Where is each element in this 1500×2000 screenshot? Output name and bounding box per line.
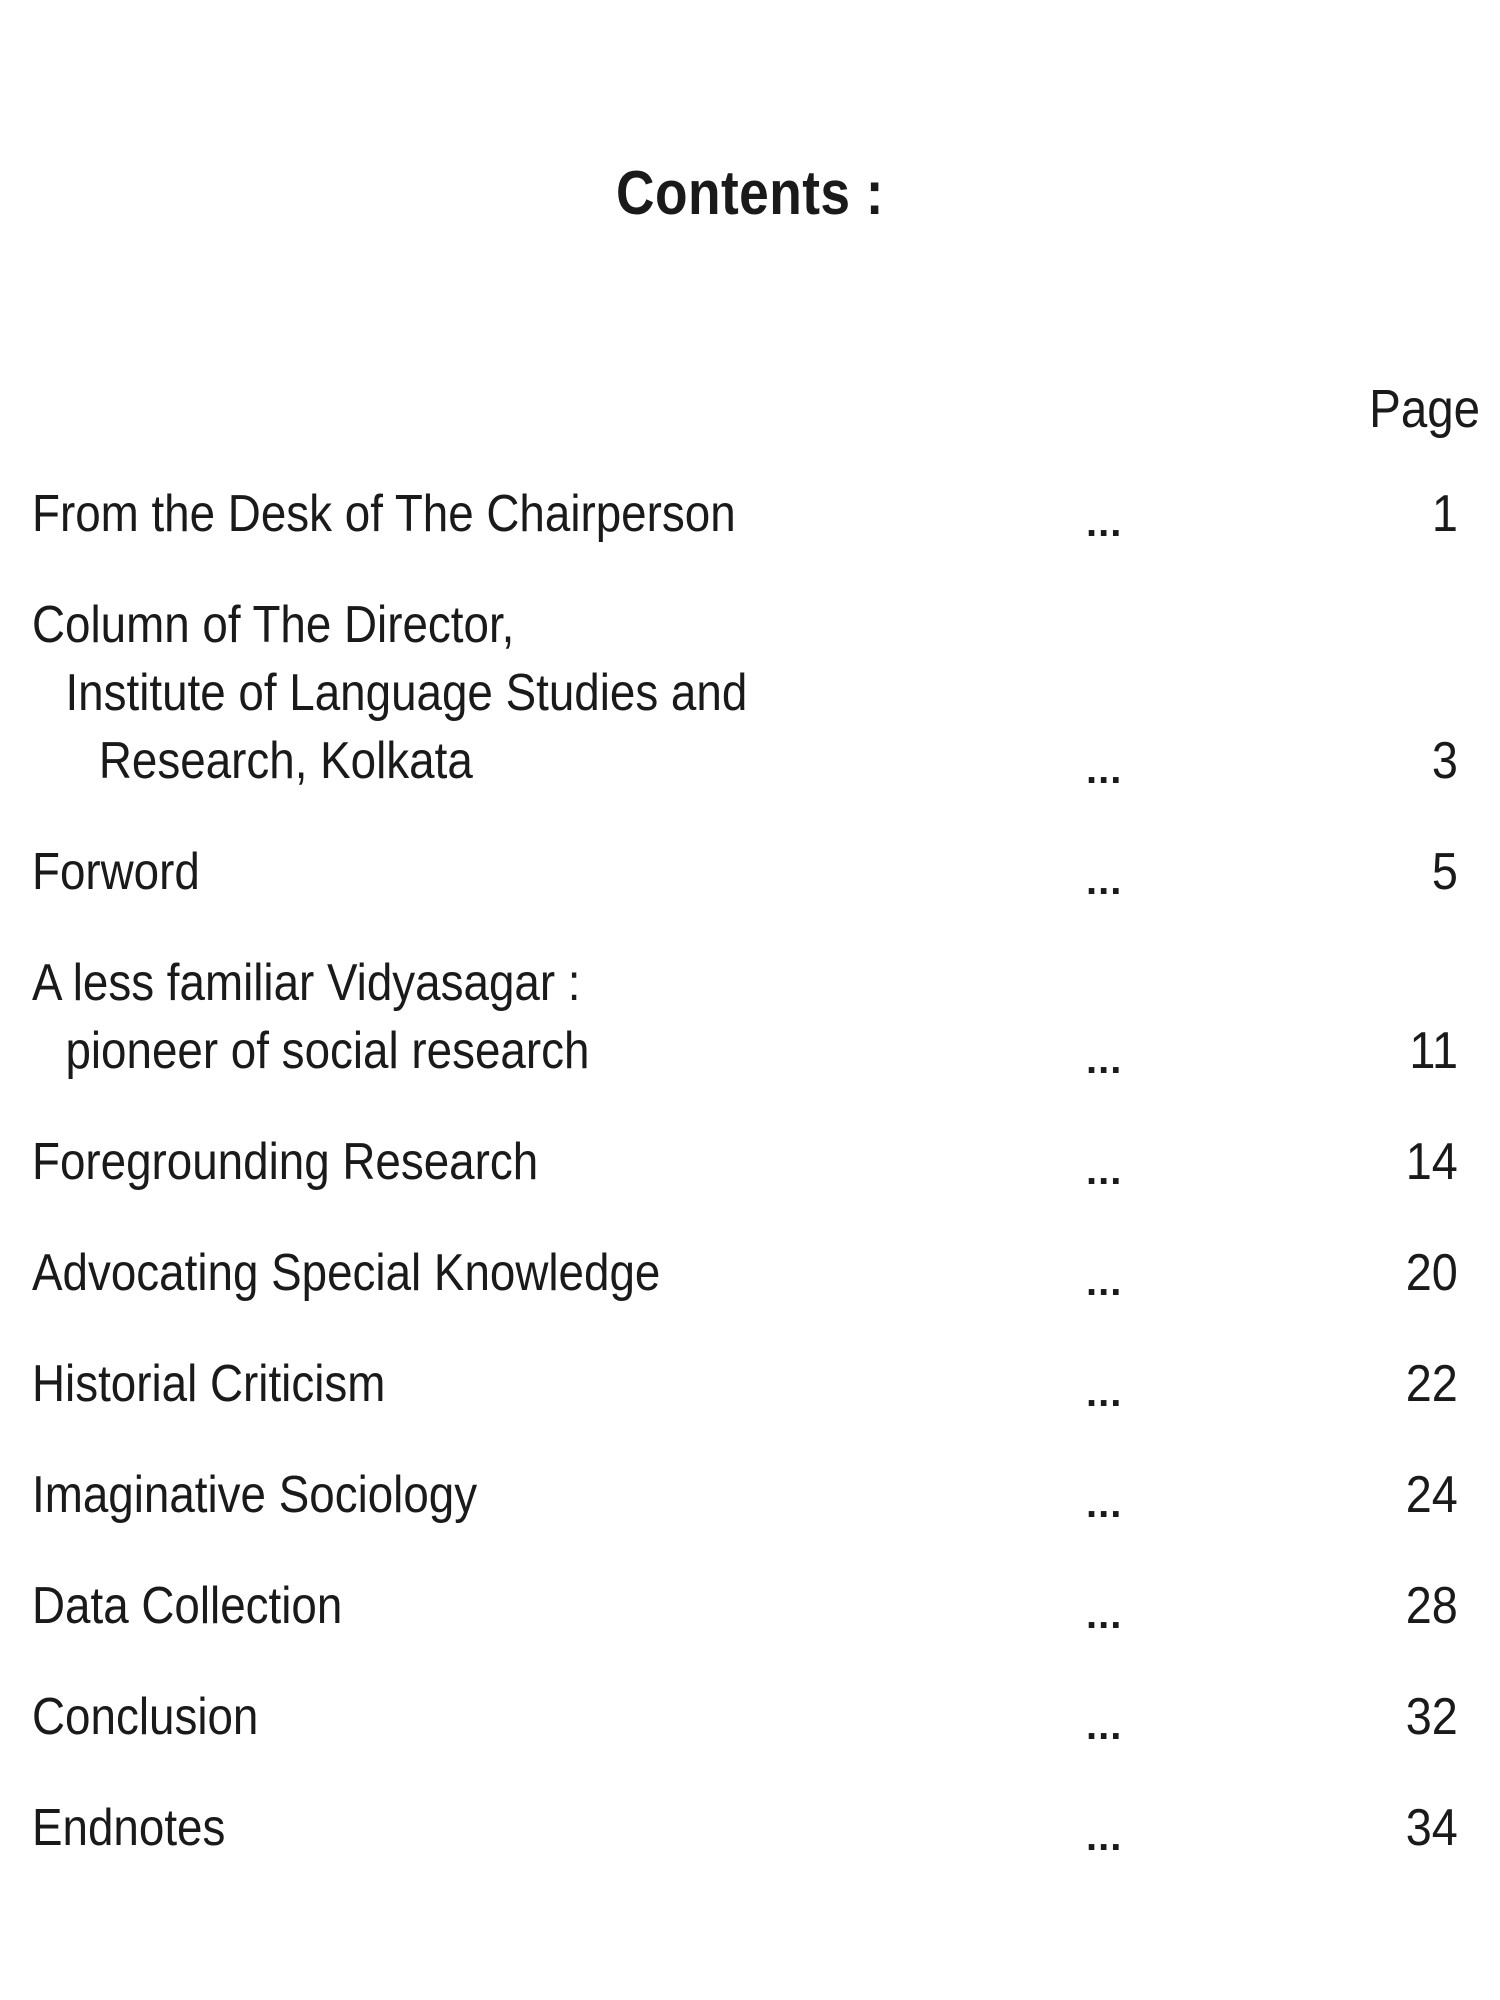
contents-entry[interactable] [32, 1128, 1472, 1196]
entry-title-line: Endnotes [32, 1799, 226, 1857]
dot-leader: ... [1086, 1704, 1123, 1748]
contents-entry[interactable] [32, 1461, 1472, 1529]
entry-page-number: 24 [1405, 1466, 1458, 1524]
entry-title-line: From the Desk of The Chairperson [32, 485, 736, 543]
entry-page-number: 32 [1405, 1688, 1458, 1746]
contents-entry[interactable] [32, 480, 1472, 548]
entry-title-line: Column of The Director, [32, 596, 515, 654]
page-title: Contents : [616, 159, 884, 228]
entry-title-line: Forword [32, 843, 200, 901]
entry-page-number: 5 [1431, 843, 1458, 901]
contents-entry[interactable] [32, 1794, 1472, 1862]
entry-page-number: 11 [1409, 1022, 1458, 1080]
contents-entry[interactable] [32, 1572, 1472, 1640]
dot-leader: ... [1086, 501, 1123, 545]
dot-leader: ... [1086, 1815, 1123, 1859]
entry-title [32, 1350, 1032, 1418]
entry-title-line: Foregrounding Research [32, 1133, 539, 1191]
entry-title [32, 480, 1032, 548]
contents-entry[interactable] [32, 838, 1472, 906]
entry-page-number: 20 [1405, 1244, 1458, 1302]
entry-title [32, 1239, 1032, 1307]
entry-title [32, 591, 1032, 795]
contents-entry[interactable] [32, 1350, 1472, 1418]
dot-leader: ... [1086, 1482, 1123, 1526]
entry-title-line: Advocating Special Knowledge [32, 1244, 661, 1302]
entry-title [32, 1128, 1032, 1196]
entry-title-line: pioneer of social research [65, 1022, 590, 1080]
entry-page-number: 28 [1405, 1577, 1458, 1635]
entry-title-line: Historial Criticism [32, 1355, 386, 1413]
dot-leader: ... [1086, 1371, 1123, 1415]
entry-page-number: 3 [1431, 732, 1458, 790]
dot-leader: ... [1086, 1593, 1123, 1637]
dot-leader: ... [1086, 859, 1123, 903]
contents-entry[interactable] [32, 949, 1472, 1085]
entry-title [32, 1683, 1032, 1751]
entry-title-line: Research, Kolkata [98, 732, 473, 790]
contents-entry[interactable] [32, 591, 1472, 795]
entry-page-number: 1 [1431, 485, 1458, 543]
entry-title-line: Conclusion [32, 1688, 259, 1746]
entry-title-line: Institute of Language Studies and [65, 664, 748, 722]
dot-leader: ... [1086, 1038, 1123, 1082]
entry-page-number: 22 [1405, 1355, 1458, 1413]
entry-title [32, 838, 1032, 906]
dot-leader: ... [1086, 748, 1123, 792]
entry-title-line: Imaginative Sociology [32, 1466, 478, 1524]
contents-entry[interactable] [32, 1683, 1472, 1751]
dot-leader: ... [1086, 1260, 1123, 1304]
dot-leader: ... [1086, 1149, 1123, 1193]
entry-title [32, 949, 1032, 1085]
contents-entry[interactable] [32, 1239, 1472, 1307]
entry-title [32, 1461, 1032, 1529]
entry-title-line: Data Collection [32, 1577, 343, 1635]
entry-title [32, 1572, 1032, 1640]
page-column-header: Page [1369, 379, 1480, 439]
entry-title [32, 1794, 1032, 1862]
entry-title-line: A less familiar Vidyasagar : [32, 954, 581, 1012]
entry-page-number: 34 [1405, 1799, 1458, 1857]
contents-list [32, 480, 1472, 1905]
entry-page-number: 14 [1405, 1133, 1458, 1191]
